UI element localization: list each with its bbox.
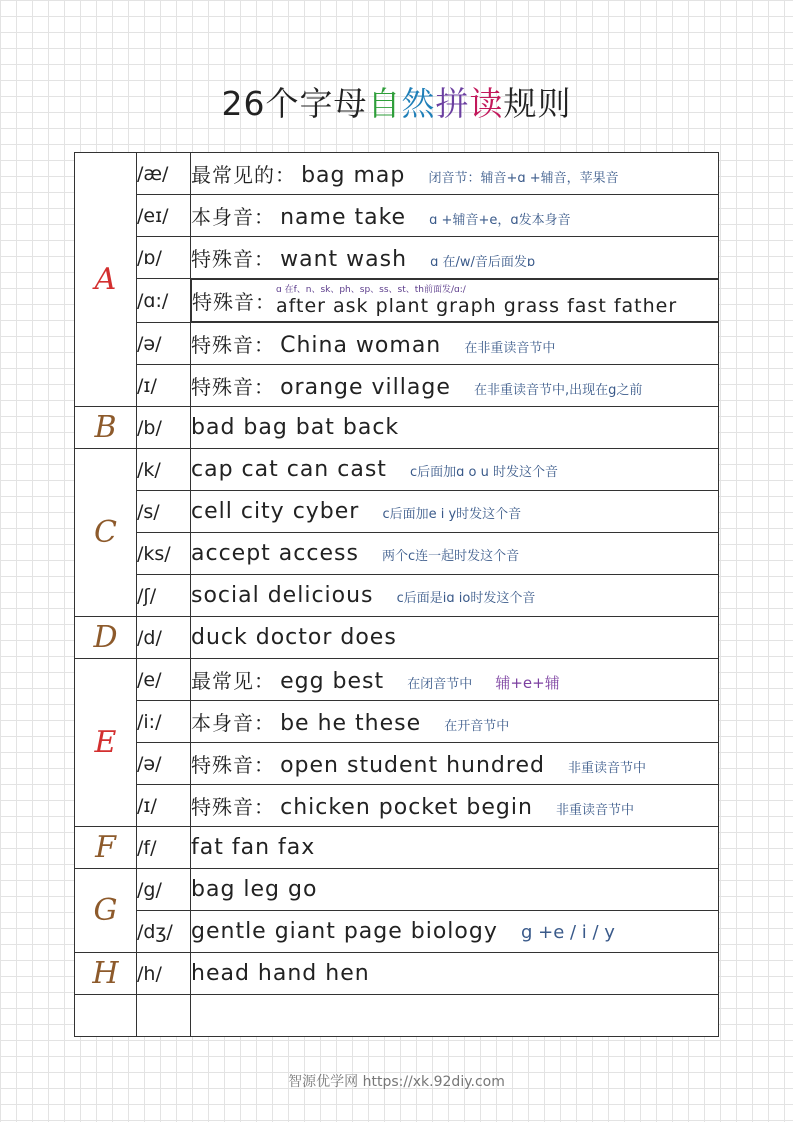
rule-cell [191, 491, 719, 533]
table-row [75, 827, 719, 869]
title-pin: 拼 [435, 84, 470, 123]
empty-cell [137, 995, 191, 1037]
rule-cell [191, 659, 719, 701]
rule-label: 最常见的： [191, 163, 296, 187]
table-row [75, 617, 719, 659]
rule-cell [191, 533, 719, 575]
rule-cell [191, 617, 719, 659]
rule-cell [191, 279, 719, 322]
table-row [75, 407, 719, 449]
rule-note: c后面是iɑ io时发这个音 [396, 591, 536, 606]
ipa-cell: /h/ [137, 953, 191, 995]
table-row [75, 743, 719, 785]
example-words: fat fan fax [191, 835, 316, 860]
rule-note: ɑ +辅音+e，ɑ发本身音 [429, 213, 571, 228]
rule-two-line [276, 285, 677, 317]
table-row [75, 911, 719, 953]
rule-cell [191, 323, 719, 365]
rule-label: 特殊音： [191, 247, 275, 271]
rule-cell [191, 869, 719, 911]
title-du: 读 [469, 84, 504, 123]
page-title [0, 78, 793, 125]
ipa-cell: /dʒ/ [137, 911, 191, 953]
ipa-cell: /ɒ/ [137, 237, 191, 279]
table-row [75, 491, 719, 533]
table-row [75, 449, 719, 491]
example-words: gentle giant page biology [191, 919, 498, 944]
rule-label: 特殊音： [191, 795, 275, 819]
rule-note: 在非重读音节中,出现在g之前 [473, 383, 643, 398]
rule-note: 在闭音节中 [407, 677, 473, 692]
ipa-cell: /ɪ/ [137, 365, 191, 407]
rule-cell [191, 953, 719, 995]
example-words: China woman [280, 333, 442, 358]
ipa-cell: /ks/ [137, 533, 191, 575]
title-zi: 自 [367, 84, 402, 123]
rule-label: 特殊音： [192, 290, 276, 314]
example-words: cell city cyber [191, 499, 360, 524]
rule-label: 本身音： [191, 205, 275, 229]
example-words: duck doctor does [191, 625, 397, 650]
ipa-cell: /ə/ [137, 323, 191, 365]
ipa-cell: /i:/ [137, 701, 191, 743]
example-words: be he these [280, 711, 422, 736]
ipa-cell: /g/ [137, 869, 191, 911]
rule-label: 特殊音： [191, 375, 275, 399]
rule-label: 最常见： [191, 669, 275, 693]
rule-cell [191, 701, 719, 743]
title-part3: 规则 [503, 84, 572, 123]
example-words: bag map [301, 163, 406, 188]
rule-note: 在开音节中 [444, 719, 510, 734]
letter-g: G [75, 869, 137, 953]
ipa-cell: /ʃ/ [137, 575, 191, 617]
ipa-cell: /d/ [137, 617, 191, 659]
ipa-cell: /s/ [137, 491, 191, 533]
rule-note: 非重读音节中 [568, 761, 647, 776]
ipa-cell: /ɑ:/ [137, 279, 191, 323]
rule-note: 在非重读音节中 [464, 341, 556, 356]
table-row [75, 237, 719, 279]
rule-cell [191, 153, 719, 195]
rule-cell [191, 827, 719, 869]
empty-cell [75, 995, 137, 1037]
rule-small-note: ɑ 在f、n、sk、ph、sp、ss、st、th前面发/ɑ:/ [276, 284, 466, 295]
table-row [75, 575, 719, 617]
example-words: open student hundred [280, 753, 545, 778]
table-row [75, 533, 719, 575]
example-words: want wash [280, 247, 408, 272]
example-words: accept access [191, 541, 359, 566]
example-words: orange village [280, 375, 451, 400]
rule-label: 特殊音： [191, 333, 275, 357]
ipa-cell: /ɪ/ [137, 785, 191, 827]
example-words: cap cat can cast [191, 457, 387, 482]
rule-extra: 辅+e+辅 [495, 674, 560, 692]
rule-note: 闭音节：辅音+ɑ +辅音，苹果音 [428, 171, 619, 186]
title-part1: 26个字母 [221, 84, 368, 123]
table-row [75, 869, 719, 911]
ipa-cell: /k/ [137, 449, 191, 491]
ipa-cell: /ə/ [137, 743, 191, 785]
rule-cell [191, 743, 719, 785]
empty-cell [191, 995, 719, 1037]
rule-cell [191, 365, 719, 407]
ipa-cell: /eɪ/ [137, 195, 191, 237]
letter-b: B [75, 407, 137, 449]
table-row-empty [75, 995, 719, 1037]
letter-e: E [75, 659, 137, 827]
example-words: bag leg go [191, 877, 318, 902]
letter-h: H [75, 953, 137, 995]
example-words: name take [280, 205, 407, 230]
rule-note: g +e / i / y [520, 922, 615, 943]
rule-note: 非重读音节中 [556, 803, 635, 818]
footer-watermark: 智源优学网 https://xk.92diy.com [288, 1074, 505, 1090]
example-words: chicken pocket begin [280, 795, 533, 820]
rule-label: 特殊音： [191, 753, 275, 777]
table-row [75, 659, 719, 701]
rule-cell [191, 195, 719, 237]
example-words: egg best [280, 669, 385, 694]
example-words: head hand hen [191, 961, 370, 986]
phonics-table [74, 152, 719, 1037]
letter-a: A [75, 153, 137, 407]
table-row [75, 953, 719, 995]
rule-cell [191, 237, 719, 279]
letter-f: F [75, 827, 137, 869]
example-words: after ask plant graph grass fast father [276, 294, 678, 317]
rule-note: c后面加ɑ o u 时发这个音 [410, 465, 559, 480]
rule-cell [191, 785, 719, 827]
table-row [75, 279, 719, 323]
table-row [75, 785, 719, 827]
ipa-cell: /b/ [137, 407, 191, 449]
letter-d: D [75, 617, 137, 659]
letter-c: C [75, 449, 137, 617]
table-row [75, 323, 719, 365]
table-row [75, 195, 719, 237]
example-words: social delicious [191, 583, 374, 608]
ipa-cell: /f/ [137, 827, 191, 869]
rule-note: ɑ 在/w/音后面发ɒ [430, 255, 536, 270]
rule-note: c后面加e i y时发这个音 [382, 507, 522, 522]
ipa-cell: /æ/ [137, 153, 191, 195]
rule-note: 两个c连一起时发这个音 [382, 549, 520, 564]
table-row [75, 365, 719, 407]
rule-cell [191, 911, 719, 953]
rule-cell [191, 575, 719, 617]
rule-cell [191, 407, 719, 449]
table-row [75, 153, 719, 195]
rule-label: 本身音： [191, 711, 275, 735]
ipa-cell: /e/ [137, 659, 191, 701]
example-words: bad bag bat back [191, 415, 400, 440]
table-row [75, 701, 719, 743]
title-ran: 然 [401, 84, 436, 123]
rule-cell [191, 449, 719, 491]
